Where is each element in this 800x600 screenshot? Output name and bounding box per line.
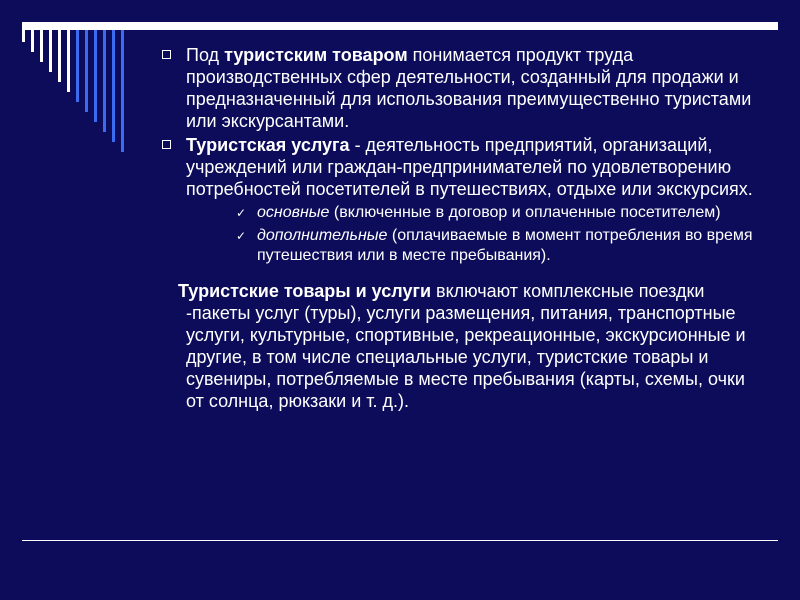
subitem-2-italic: дополнительные [257,227,388,244]
decorative-bar [49,30,52,72]
checkmark-icon: ✓ [236,206,247,220]
decorative-bar [112,30,115,142]
decorative-bar [76,30,79,102]
square-bullet-icon [162,50,171,59]
bullet-1-pre: Под [186,45,225,65]
slide-content [160,44,760,412]
square-bullet-icon [162,140,171,149]
subitem-1-rest: (включенные в договор и оплаченные посетителем) [329,204,721,221]
bullet-item-1 [160,44,760,132]
bullet-1-bold: туристским товаром [224,45,408,65]
bullet-2-post: - деятельность предприятий, организаций, учреждений или граждан-предпринимателей по удовлетворению потребностей посетителей в путешествиях, отдыхе или экскурсиях. [186,135,753,199]
bullet-2-bold: Туристская услуга [186,135,350,155]
decorative-bar [103,30,106,132]
subitem-1 [160,203,760,223]
checkmark-icon: ✓ [236,229,247,243]
bullet-1-post: понимается продукт труда производственных сфер деятельности, созданный для продажи и предназначенный для использования преимущественно туристами или экскурсантами. [186,45,752,131]
bottom-rule [22,540,778,541]
paragraph-rest: включают комплексные поездки -пакеты услуг (туры), услуги размещения, питания, транспортные услуги, культурные, спортивные, рекреационные, экскурсионные и другие, в том числе специальные услуги, туристские товары и сувениры, потребляемые в месте пребывания (карты, схемы, очки от солнца, рюкзаки и т. д.). [186,281,746,411]
subitem-1-italic: основные [257,204,330,221]
decorative-bar [85,30,88,112]
top-rule [22,22,778,30]
decorative-bars [0,30,140,170]
decorative-bar [67,30,70,92]
decorative-bar [121,30,124,152]
decorative-bar [58,30,61,82]
decorative-bar [40,30,43,62]
decorative-bar [22,30,25,42]
summary-paragraph [160,280,760,412]
paragraph-bold: Туристские товары и услуги [178,281,432,301]
decorative-bar [31,30,34,52]
decorative-bar [94,30,97,122]
subitem-2-rest: (оплачиваемые в момент потребления во время путешествия или в месте пребывания). [257,227,753,264]
subitem-2 [160,226,760,266]
bullet-item-2 [160,134,760,200]
